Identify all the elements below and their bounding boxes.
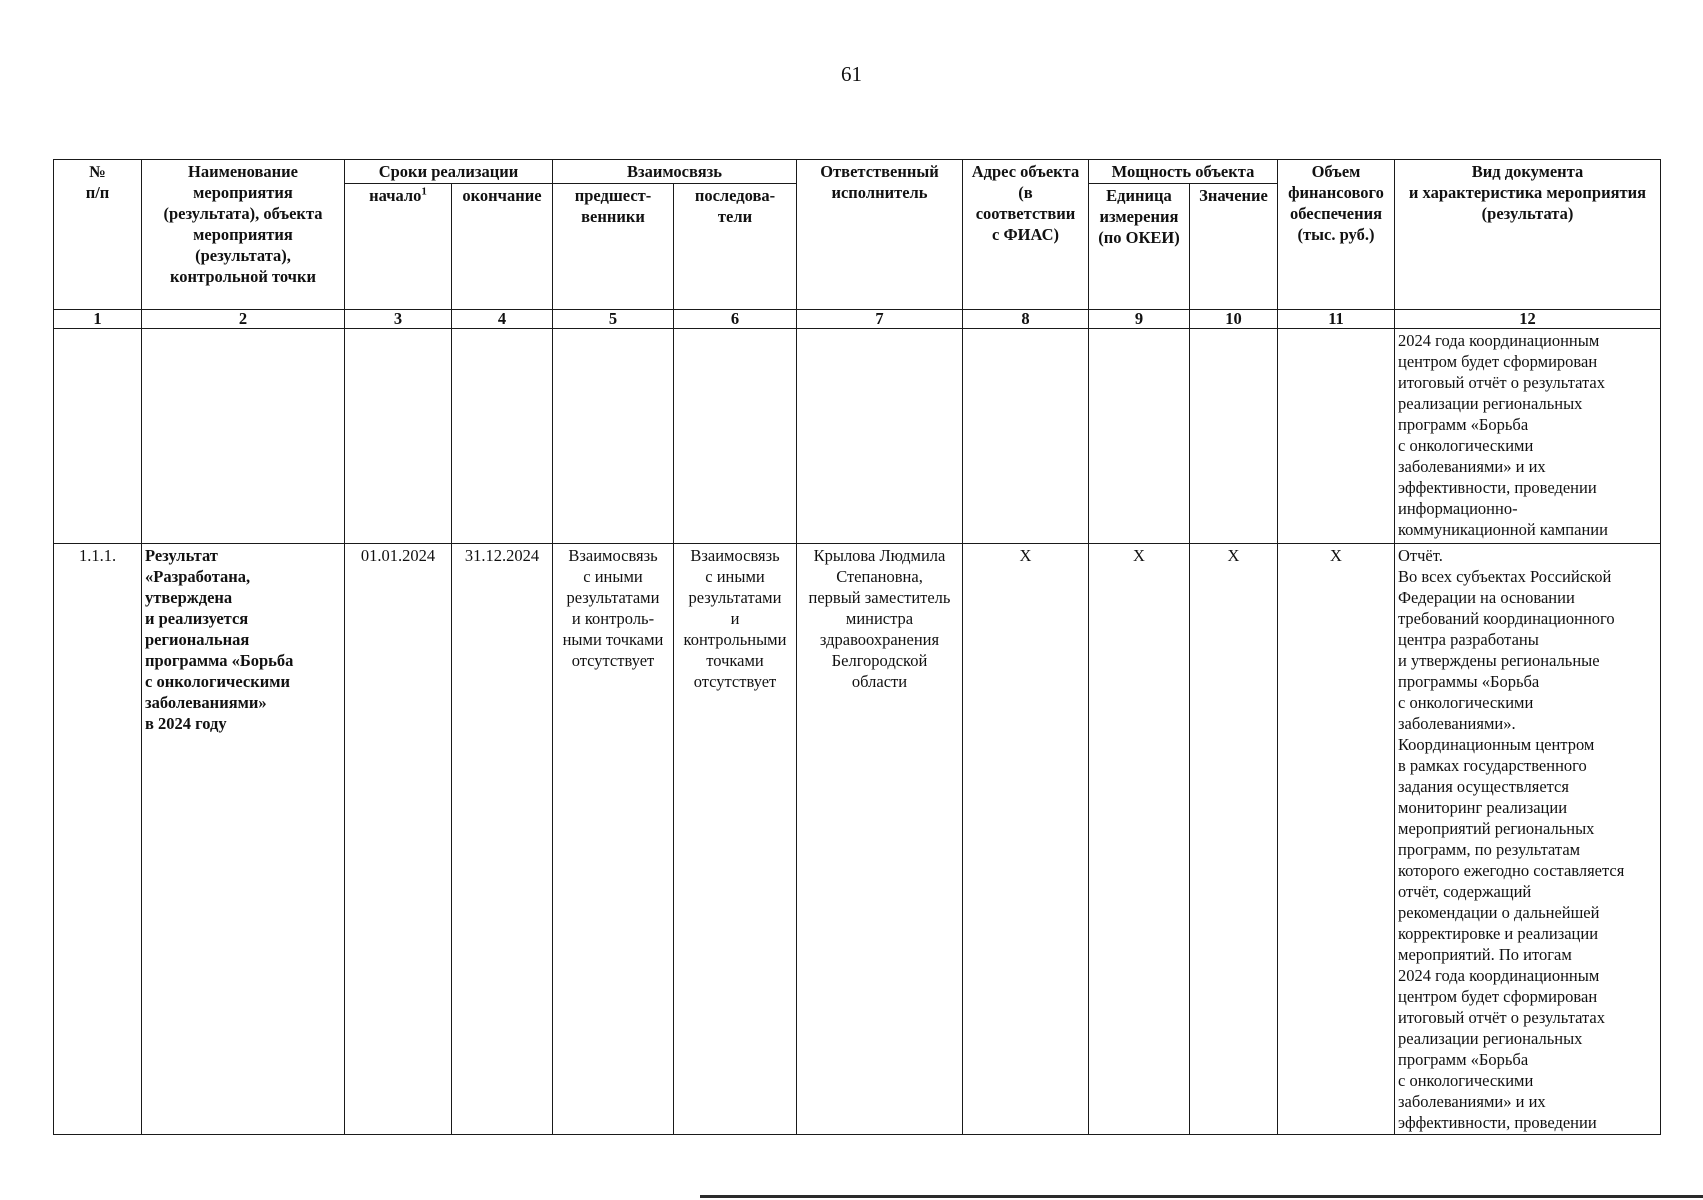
header-num: № п/п bbox=[54, 160, 142, 310]
header-value: Значение bbox=[1190, 184, 1278, 310]
row-unit: Х bbox=[1089, 544, 1190, 1135]
row-address: Х bbox=[963, 544, 1089, 1135]
row-successors: Взаимосвязь с иными результатами и контрольными точками отсутствует bbox=[674, 544, 797, 1135]
column-number: 11 bbox=[1278, 310, 1395, 329]
row-num bbox=[54, 329, 142, 544]
row-value bbox=[1190, 329, 1278, 544]
row-num: 1.1.1. bbox=[54, 544, 142, 1135]
table-row bbox=[54, 544, 1661, 1135]
row-doc: 2024 года координационным центром будет сформирован итоговый отчёт о результатах реализации региональных программ «Борьба с онкологическими заболеваниями» и их эффективности, проведении информационно- коммуникационной кампании bbox=[1395, 329, 1661, 544]
row-start: 01.01.2024 bbox=[345, 544, 452, 1135]
row-name: Результат «Разработана, утверждена и реализуется региональная программа «Борьба с онкологическими заболеваниями» в 2024 году bbox=[142, 544, 345, 1135]
row-responsible: Крылова Людмила Степановна, первый заместитель министра здравоохранения Белгородской области bbox=[797, 544, 963, 1135]
row-predecessors bbox=[553, 329, 674, 544]
header-start: начало$^1$ bbox=[345, 184, 452, 310]
row-unit bbox=[1089, 329, 1190, 544]
header-responsible: Ответственный исполнитель bbox=[797, 160, 963, 310]
column-number: 1 bbox=[54, 310, 142, 329]
row-funding bbox=[1278, 329, 1395, 544]
column-number: 7 bbox=[797, 310, 963, 329]
row-value: Х bbox=[1190, 544, 1278, 1135]
header-unit: Единица измерения (по ОКЕИ) bbox=[1089, 184, 1190, 310]
column-number: 3 bbox=[345, 310, 452, 329]
table-row bbox=[54, 329, 1661, 544]
column-number: 8 bbox=[963, 310, 1089, 329]
header-funding: Объем финансового обеспечения (тыс. руб.) bbox=[1278, 160, 1395, 310]
column-number: 4 bbox=[452, 310, 553, 329]
column-number: 10 bbox=[1190, 310, 1278, 329]
activities-table bbox=[53, 159, 1661, 1135]
row-predecessors: Взаимосвязь с иными результатами и контроль- ными точками отсутствует bbox=[553, 544, 674, 1135]
header-address: Адрес объекта (в соответствии с ФИАС) bbox=[963, 160, 1089, 310]
header-end: окончание bbox=[452, 184, 553, 310]
column-number: 5 bbox=[553, 310, 674, 329]
row-doc: Отчёт. Во всех субъектах Российской Федерации на основании требований координационного центра разработаны и утверждены региональные программы «Борьба с онкологическими заболеваниями». Координационным центром в рамках государственного задания осуществляется мониторинг реализации мероприятий региональных программ, по результатам которого ежегодно составляется отчёт, содержащий рекомендации о дальнейшей корректировке и реализации мероприятий. По итогам 2024 года координационным центром будет сформирован итоговый отчёт о результатах реализации региональных программ «Борьба с онкологическими заболеваниями» и их эффективности, проведении bbox=[1395, 544, 1661, 1135]
column-number: 6 bbox=[674, 310, 797, 329]
header-terms: Сроки реализации bbox=[345, 160, 553, 184]
column-number: 2 bbox=[142, 310, 345, 329]
column-number: 9 bbox=[1089, 310, 1190, 329]
row-end bbox=[452, 329, 553, 544]
row-responsible bbox=[797, 329, 963, 544]
header-predecessors: предшест- венники bbox=[553, 184, 674, 310]
row-address bbox=[963, 329, 1089, 544]
header-successors: последова- тели bbox=[674, 184, 797, 310]
column-number: 12 bbox=[1395, 310, 1661, 329]
header-doc: Вид документа и характеристика мероприятия (результата) bbox=[1395, 160, 1661, 310]
header-capacity: Мощность объекта bbox=[1089, 160, 1278, 184]
page-number: 61 bbox=[841, 62, 862, 86]
header-start-footnote: 1 bbox=[421, 185, 427, 198]
header-link: Взаимосвязь bbox=[553, 160, 797, 184]
header-name: Наименование мероприятия (результата), объекта мероприятия (результата), контрольной точки bbox=[142, 160, 345, 310]
row-successors bbox=[674, 329, 797, 544]
row-end: 31.12.2024 bbox=[452, 544, 553, 1135]
scan-edge-line bbox=[700, 1195, 1703, 1198]
row-start bbox=[345, 329, 452, 544]
row-funding: Х bbox=[1278, 544, 1395, 1135]
row-name bbox=[142, 329, 345, 544]
